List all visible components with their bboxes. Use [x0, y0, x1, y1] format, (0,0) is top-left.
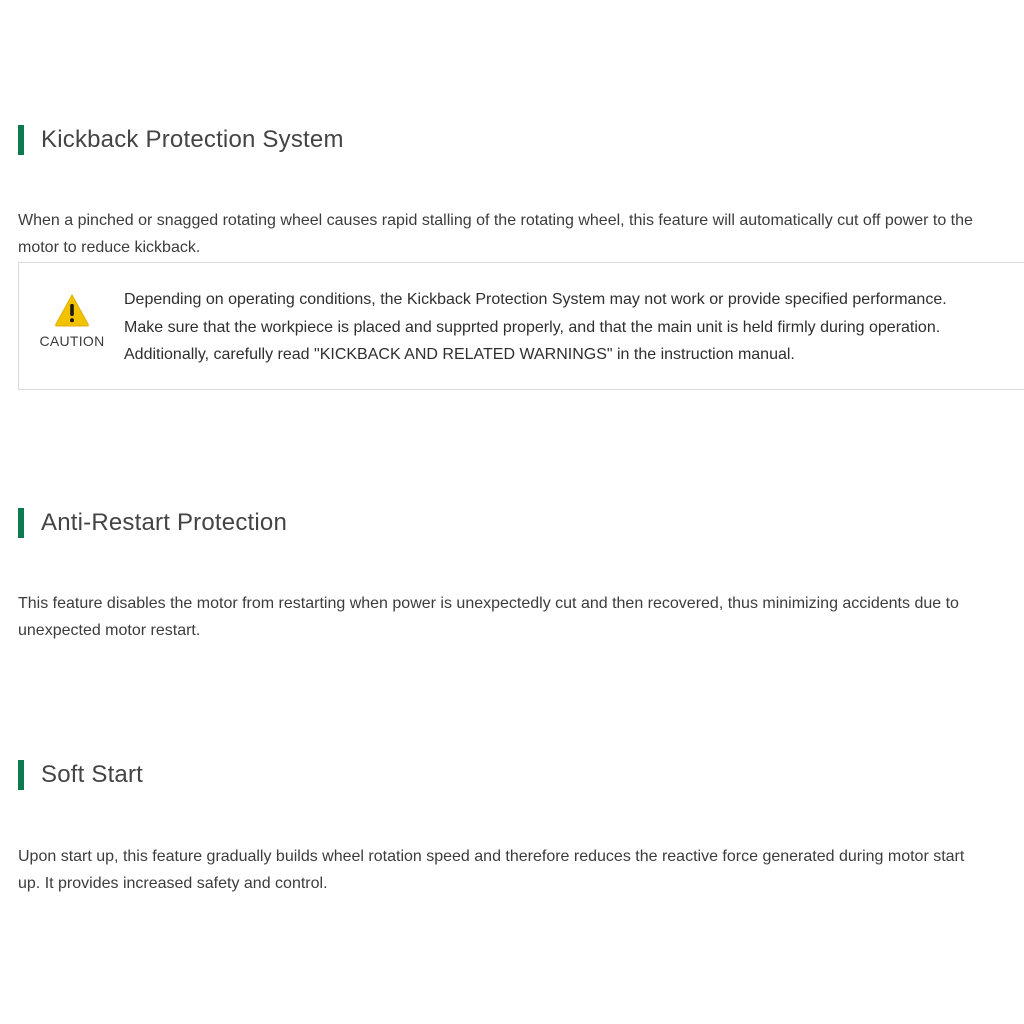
caution-box	[18, 262, 1024, 390]
caution-line: Make sure that the workpiece is placed and supprted properly, and that the main unit is held firmly during operation.	[124, 318, 941, 336]
body-line: unexpected motor restart.	[18, 622, 201, 639]
section-heading-kickback	[18, 125, 344, 155]
caution-badge	[39, 293, 105, 349]
caution-line: Additionally, carefully read "KICKBACK AND RELATED WARNINGS" in the instruction manual.	[124, 346, 795, 363]
heading-accent-bar	[18, 125, 24, 155]
section-body-kickback	[18, 207, 1024, 261]
caution-text	[124, 286, 947, 369]
caution-line: Depending on operating conditions, the Kickback Protection System may not work or provide specified performance.	[124, 291, 947, 308]
body-line: This feature disables the motor from restarting when power is unexpectedly cut and then recovered, thus minimizing accidents due to	[18, 595, 959, 612]
heading-accent-bar	[18, 508, 24, 538]
section-title: Anti-Restart Protection	[41, 509, 288, 536]
section-body-anti-restart	[18, 590, 1024, 644]
section-title: Kickback Protection System	[41, 126, 344, 153]
body-line: Upon start up, this feature gradually builds wheel rotation speed and therefore reduces the reactive force generated during motor start	[18, 848, 965, 865]
section-body-soft-start	[18, 843, 1024, 897]
body-line: up. It provides increased safety and control.	[18, 875, 328, 892]
section-title: Soft Start	[41, 761, 144, 788]
warning-triangle-icon	[54, 293, 90, 327]
section-heading-soft-start	[18, 760, 143, 790]
section-heading-anti-restart	[18, 508, 287, 538]
body-line: motor to reduce kickback.	[18, 239, 201, 256]
body-line: When a pinched or snagged rotating wheel causes rapid stalling of the rotating wheel, this feature will automatically cut off power to the	[18, 212, 973, 229]
heading-accent-bar	[18, 760, 24, 790]
caution-label: CAUTION	[39, 333, 105, 349]
